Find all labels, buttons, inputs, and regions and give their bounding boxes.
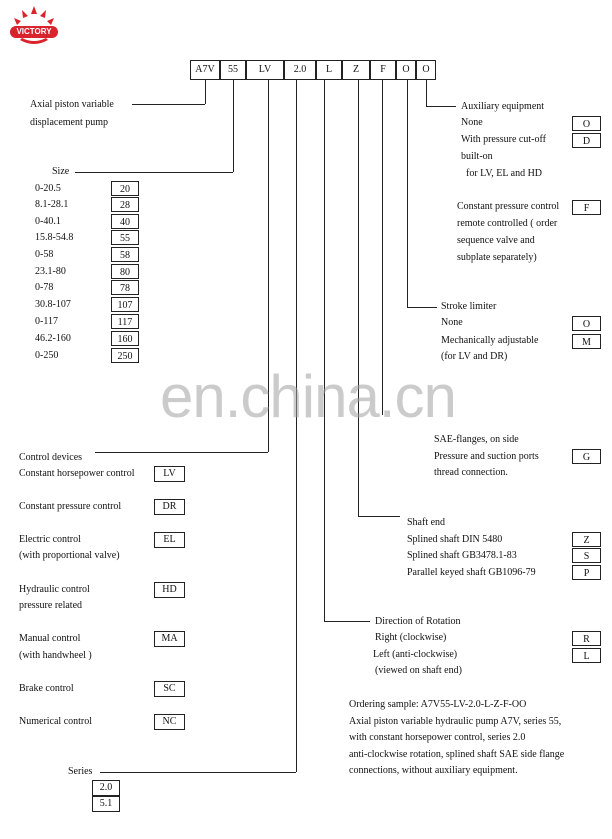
aux-cp-line3: sequence valve and <box>457 235 535 246</box>
sae-line3: thread connection. <box>434 467 508 478</box>
code-shaft: Z <box>342 60 370 80</box>
aux-none: None <box>461 117 483 128</box>
size-code: 107 <box>111 297 139 312</box>
size-range: 0-250 <box>35 350 59 361</box>
size-code: 20 <box>111 181 139 196</box>
stroke-mech-note: (for LV and DR) <box>441 351 508 362</box>
series-code: 5.1 <box>92 796 120 812</box>
sae-code: G <box>572 449 601 464</box>
size-range: 30.8-107 <box>35 299 71 310</box>
rotation-note: (viewed on shaft end) <box>375 665 462 676</box>
code-aux: O <box>416 60 436 80</box>
size-title: Size <box>52 166 70 177</box>
rotation-right-code: R <box>572 631 601 646</box>
logo-text: VICTORY <box>16 27 52 36</box>
control-label: Manual control <box>19 633 81 644</box>
control-code: DR <box>154 499 185 515</box>
sample-line3: with constant horsepower control, series 2.0 <box>349 732 526 743</box>
size-code: 78 <box>111 280 139 295</box>
sample-line4: anti-clockwise rotation, splined shaft SAE side flange <box>349 749 565 760</box>
series-code: 2.0 <box>92 780 120 796</box>
stroke-title: Stroke limiter <box>441 301 497 312</box>
shaft-code: S <box>572 548 601 563</box>
stroke-mech-code: M <box>572 334 601 349</box>
control-label: Electric control <box>19 534 81 545</box>
size-range: 15.8-54.8 <box>35 232 74 243</box>
shaft-label: Splined shaft GB3478.1-83 <box>407 550 517 561</box>
shaft-title: Shaft end <box>407 517 446 528</box>
control-code: MA <box>154 631 185 647</box>
control-code: EL <box>154 532 185 548</box>
control-label-sub: (with handwheel ) <box>19 650 92 661</box>
size-range: 23.1-80 <box>35 266 66 277</box>
victory-logo <box>6 4 62 48</box>
control-label: Constant horsepower control <box>19 468 135 479</box>
aux-cp-code: F <box>572 200 601 215</box>
size-range: 0-58 <box>35 249 54 260</box>
size-range: 0-78 <box>35 282 54 293</box>
size-code: 80 <box>111 264 139 279</box>
watermark: en.china.cn <box>160 363 456 430</box>
series-title: Series <box>68 766 93 777</box>
control-code: NC <box>154 714 185 730</box>
size-code: 160 <box>111 331 139 346</box>
rotation-left-code: L <box>572 648 601 663</box>
control-code: SC <box>154 681 185 697</box>
size-code: 58 <box>111 247 139 262</box>
size-code: 117 <box>111 314 139 329</box>
rotation-left: Left (anti-clockwise) <box>373 649 458 660</box>
size-range: 46.2-160 <box>35 333 71 344</box>
control-label-sub: pressure related <box>19 600 83 611</box>
rotation-right: Right (clockwise) <box>375 632 447 643</box>
shaft-code: Z <box>572 532 601 547</box>
aux-cutoff-line1: With pressure cut-off <box>461 134 546 145</box>
code-control: LV <box>246 60 284 80</box>
aux-cp-line4: subplate separately) <box>457 252 537 263</box>
control-title: Control devices <box>19 452 83 463</box>
stroke-none-code: O <box>572 316 601 331</box>
size-code: 55 <box>111 230 139 245</box>
rotation-title: Direction of Rotation <box>375 616 461 627</box>
sae-line1: SAE-flanges, on side <box>434 434 519 445</box>
aux-cp-line1: Constant pressure control <box>457 201 560 212</box>
shaft-code: P <box>572 565 601 580</box>
stroke-mech: Mechanically adjustable <box>441 335 539 346</box>
size-code: 28 <box>111 197 139 212</box>
control-label: Brake control <box>19 683 74 694</box>
sae-line2: Pressure and suction ports <box>434 451 539 462</box>
shaft-label: Parallel keyed shaft GB1096-79 <box>407 567 536 578</box>
size-range: 0-117 <box>35 316 58 327</box>
control-code: LV <box>154 466 185 482</box>
sample-line1: Ordering sample: A7V55-LV-2.0-L-Z-F-OO <box>349 699 527 710</box>
control-label-sub: (with proportional valve) <box>19 550 120 561</box>
aux-cp-line2: remote controlled ( order <box>457 218 558 229</box>
control-label: Numerical control <box>19 716 93 727</box>
stroke-none: None <box>441 317 463 328</box>
code-rotation: L <box>316 60 342 80</box>
code-stroke: O <box>396 60 416 80</box>
size-code: 250 <box>111 348 139 363</box>
code-port: F <box>370 60 396 80</box>
size-range: 8.1-28.1 <box>35 199 69 210</box>
code-type: A7V <box>190 60 220 80</box>
code-series: 2.0 <box>284 60 316 80</box>
aux-title: Auxiliary equipment <box>461 101 545 112</box>
control-code: HD <box>154 582 185 598</box>
aux-none-code: O <box>572 116 601 131</box>
size-range: 0-40.1 <box>35 216 61 227</box>
aux-cutoff-line3: for LV, EL and HD <box>466 168 543 179</box>
sample-line5: connections, without auxiliary equipment. <box>349 765 518 776</box>
control-label: Constant pressure control <box>19 501 122 512</box>
aux-cutoff-line2: built-on <box>461 151 493 162</box>
aux-cutoff-code: D <box>572 133 601 148</box>
code-size: 55 <box>220 60 246 80</box>
size-code: 40 <box>111 214 139 229</box>
pump-label-line2: displacement pump <box>30 117 109 128</box>
size-range: 0-20.5 <box>35 183 61 194</box>
pump-label-line1: Axial piston variable <box>30 99 114 110</box>
control-label: Hydraulic control <box>19 584 90 595</box>
shaft-label: Splined shaft DIN 5480 <box>407 534 503 545</box>
sample-line2: Axial piston variable hydraulic pump A7V, series 55, <box>349 716 562 727</box>
